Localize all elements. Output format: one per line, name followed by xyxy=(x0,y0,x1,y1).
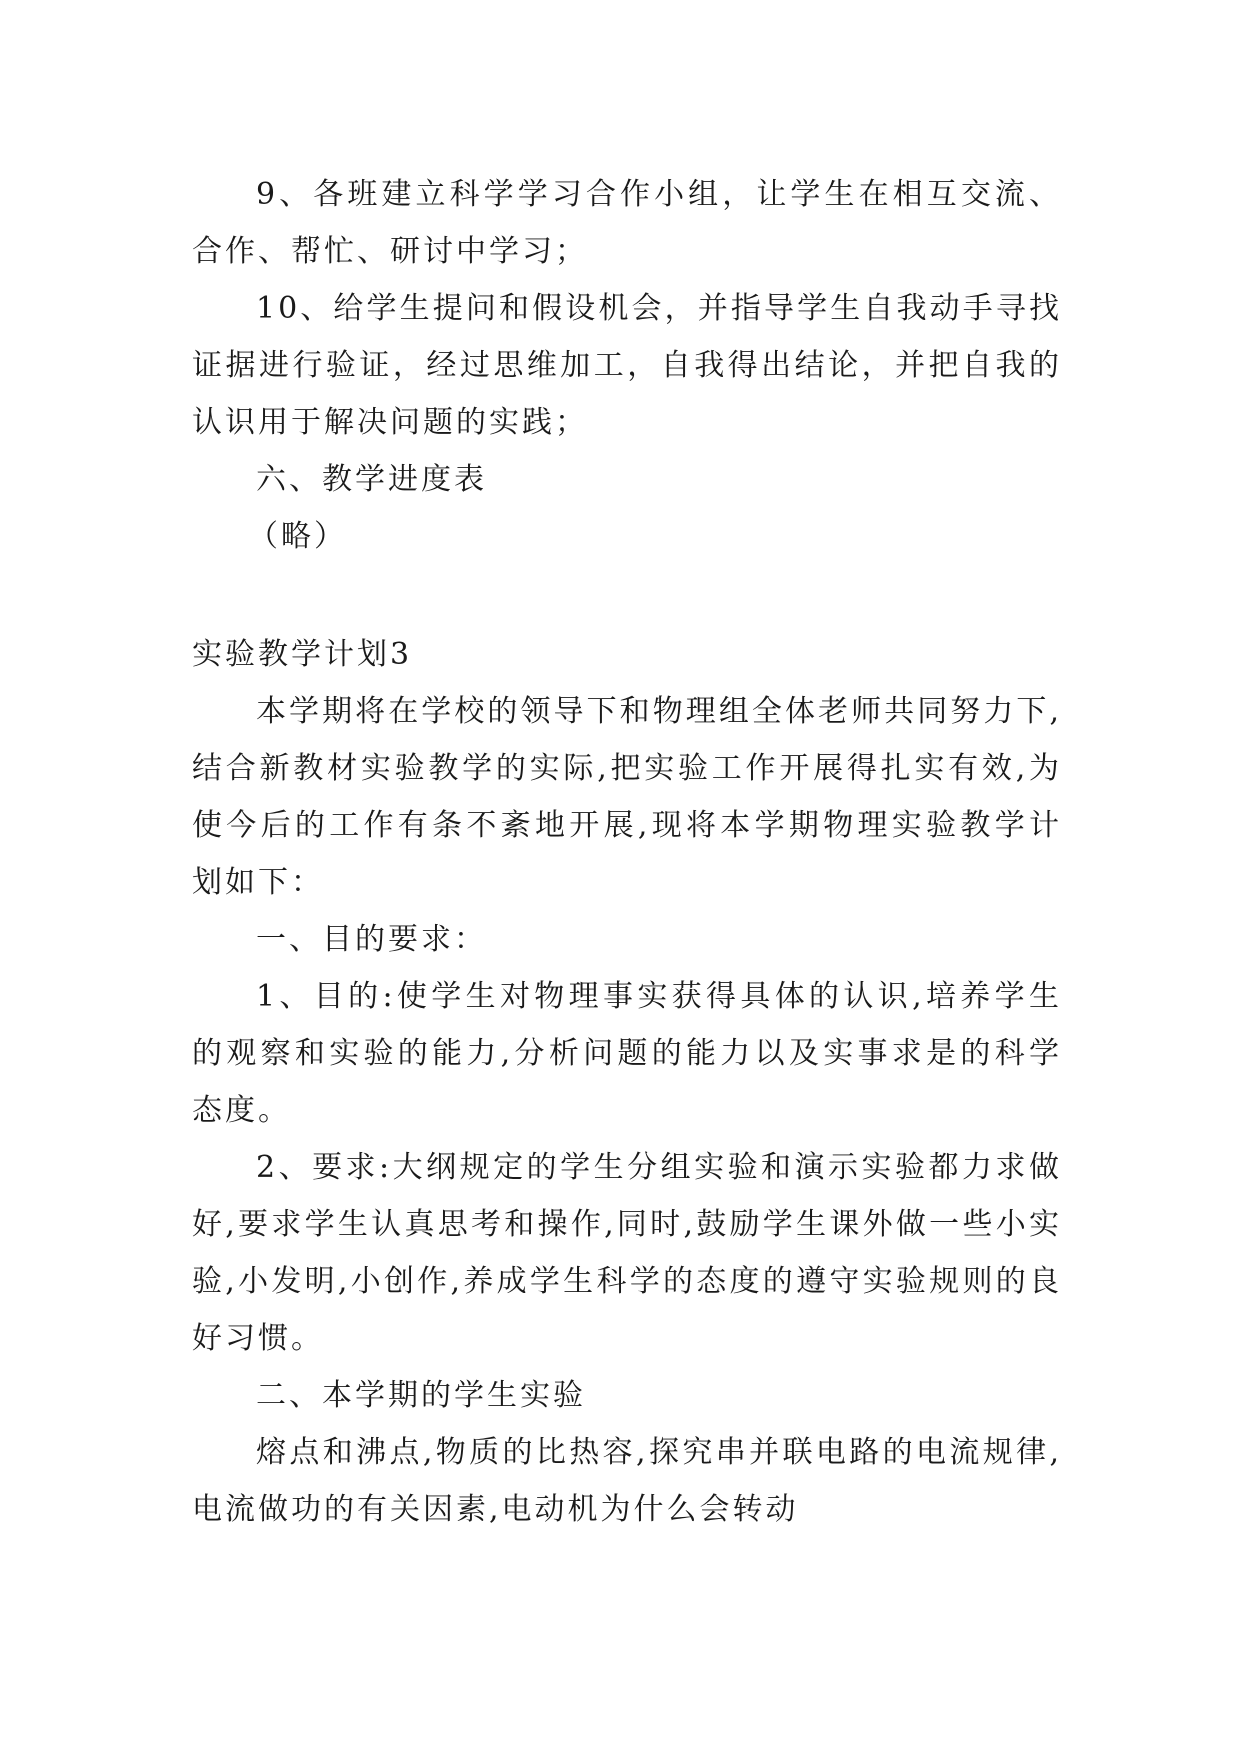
paragraph-goal: 1、目的:使学生对物理事实获得具体的认识,培养学生的观察和实验的能力,分析问题的能力以及实事求是的科学态度。 xyxy=(192,979,1062,1128)
section-heading-experiments: 二、本学期的学生实验 xyxy=(256,1378,586,1413)
paragraph-intro: 本学期将在学校的领导下和物理组全体老师共同努力下,结合新教材实验教学的实际,把实验工作开展得扎实有效,为使今后的工作有条不紊地开展,现将本学期物理实验教学计划如下： xyxy=(192,694,1062,900)
section-heading-schedule: 六、教学进度表 xyxy=(256,462,487,497)
paragraph-omitted: （略） xyxy=(248,519,347,554)
paragraph-requirements: 2、要求:大纲规定的学生分组实验和演示实验都力求做好,要求学生认真思考和操作,同时,鼓励学生课外做一些小实验,小发明,小创作,养成学生科学的态度的遵守实验规则的良好习惯。 xyxy=(192,1150,1062,1356)
paragraph-experiments: 熔点和沸点,物质的比热容,探究串并联电路的电流规律,电流做功的有关因素,电动机为什么会转动 xyxy=(192,1435,1062,1527)
paragraph-item-10: 10、给学生提问和假设机会，并指导学生自我动手寻找证据进行验证，经过思维加工，自我得出结论，并把自我的认识用于解决问题的实践； xyxy=(192,291,1062,440)
paragraph-item-9: 9、各班建立科学学习合作小组，让学生在相互交流、合作、帮忙、研讨中学习； xyxy=(192,177,1062,269)
section-heading-goals: 一、目的要求： xyxy=(256,922,487,957)
document-title: 实验教学计划3 xyxy=(192,637,413,672)
